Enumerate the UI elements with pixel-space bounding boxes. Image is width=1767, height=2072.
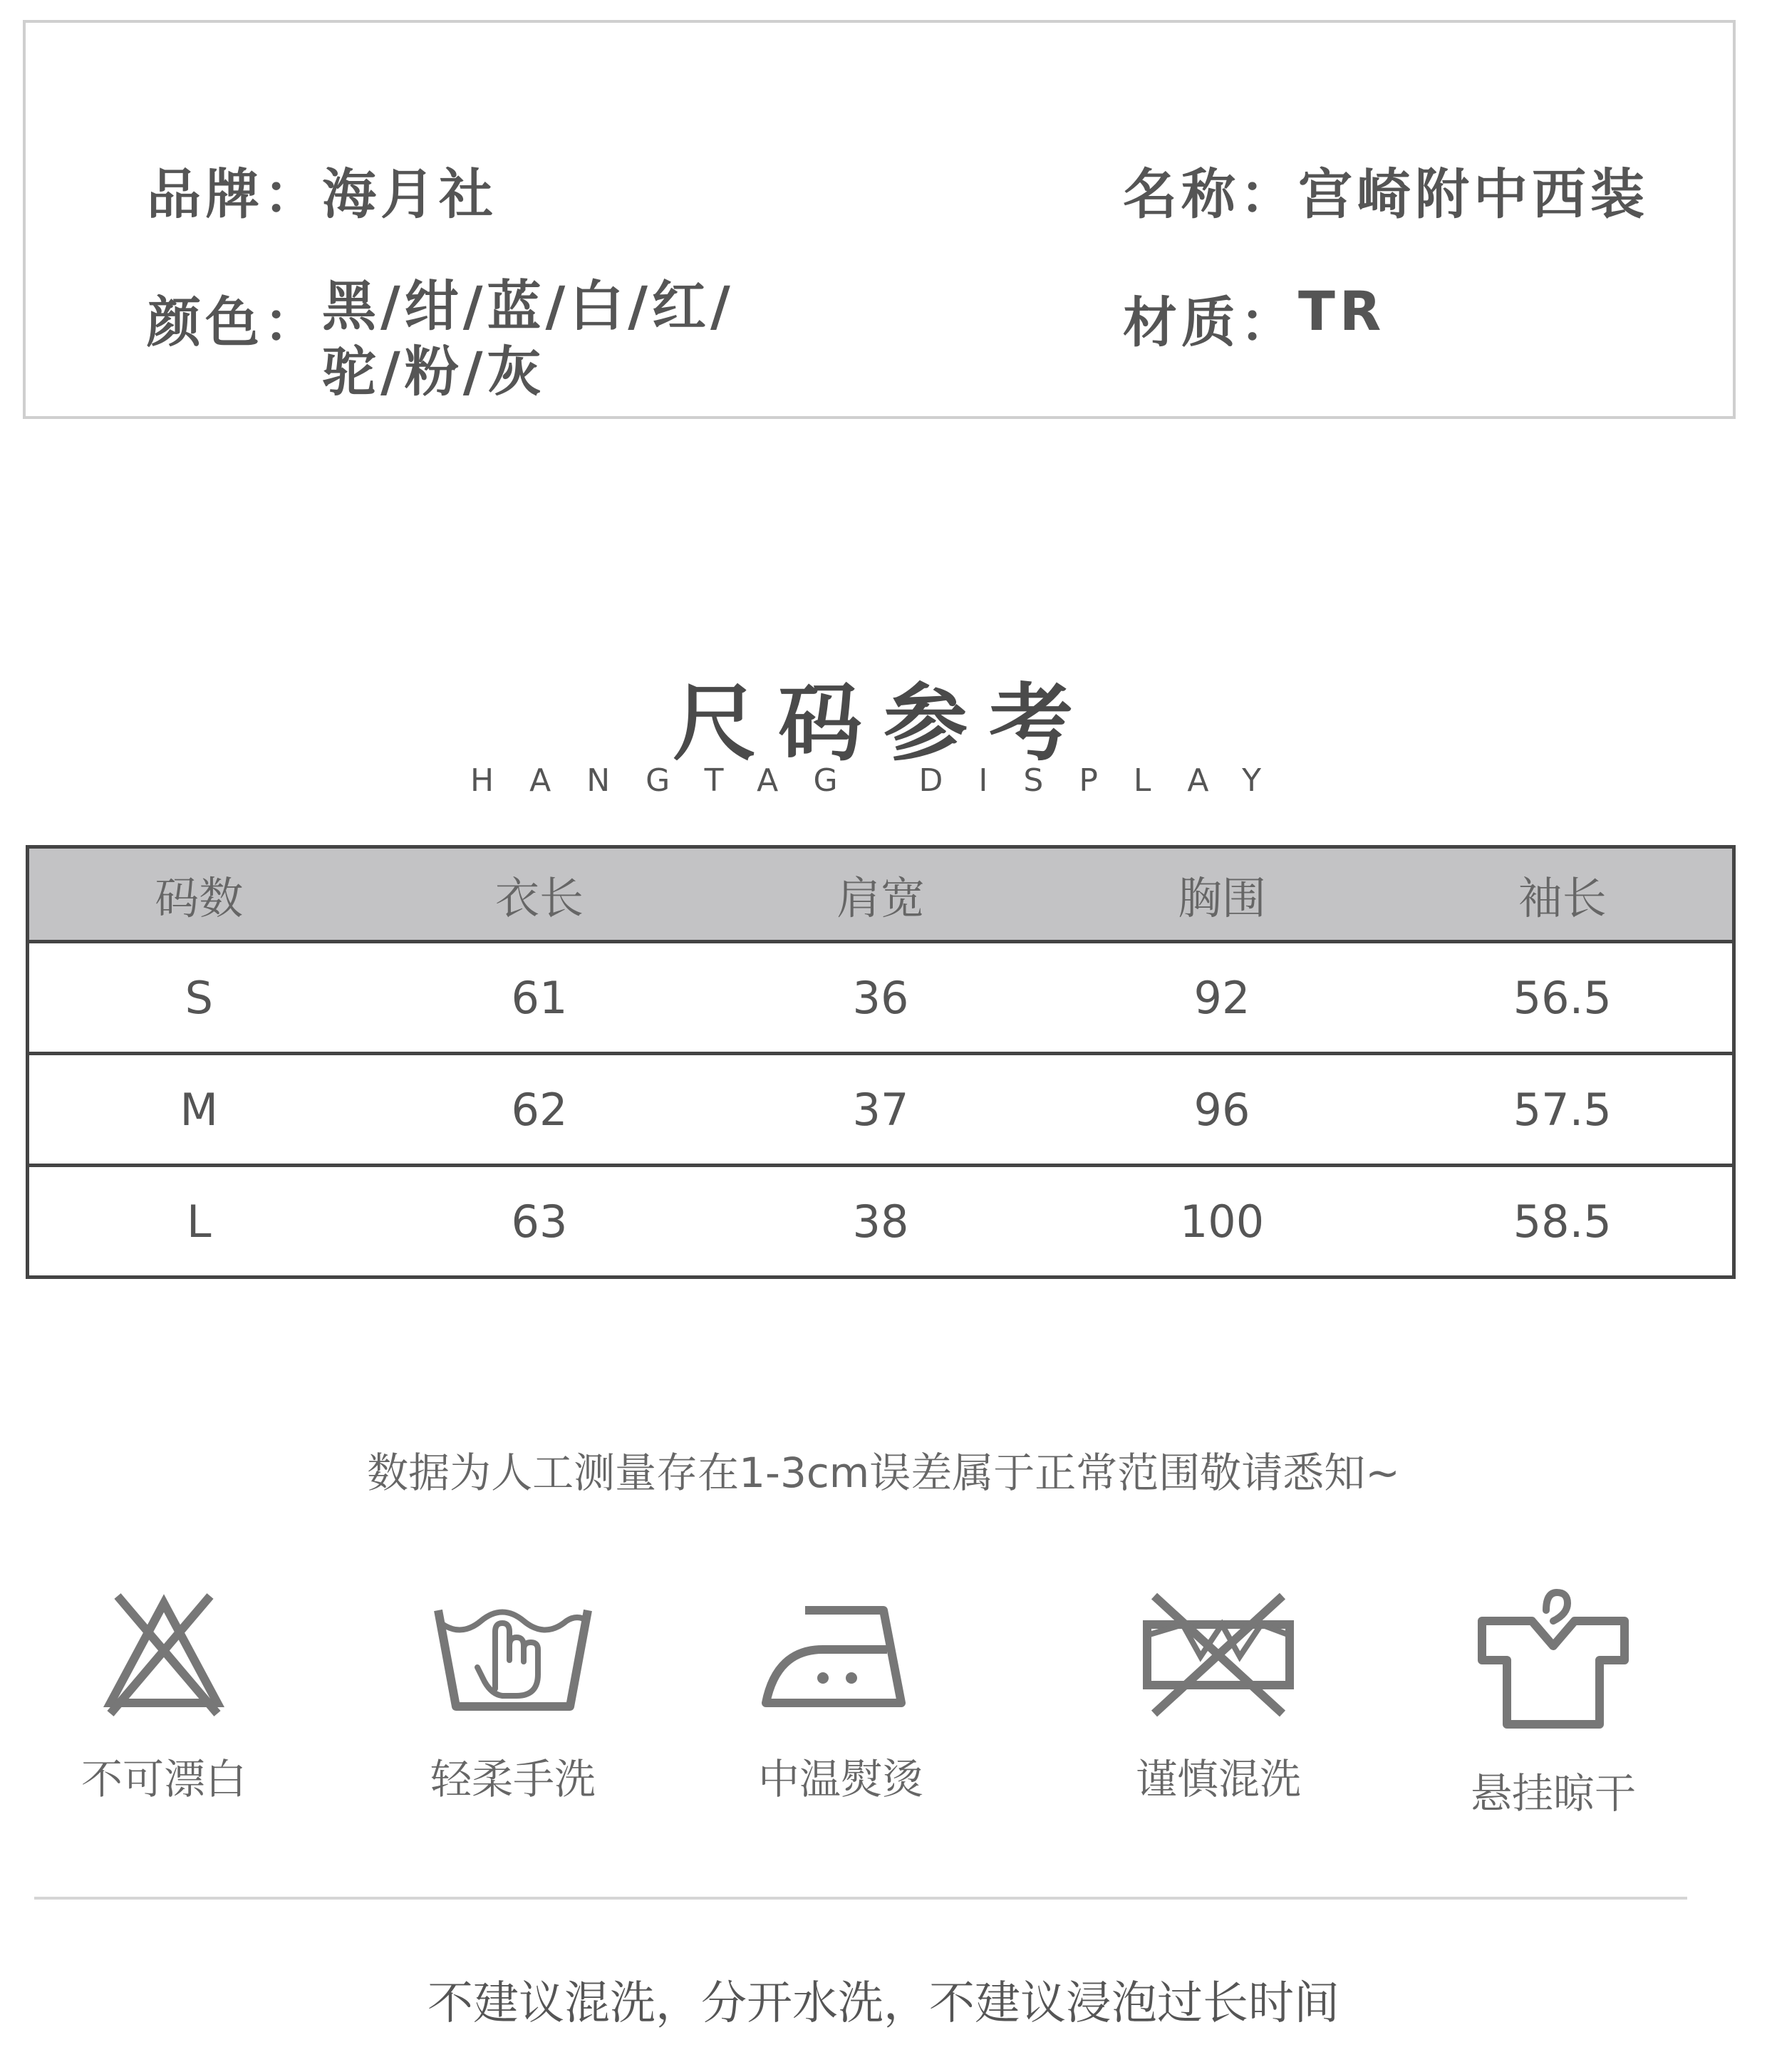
table-cell: 61 [369, 942, 710, 1054]
size-section-title: 尺码参考 [672, 673, 1094, 772]
header-length: 衣长 [369, 847, 710, 942]
table-row [28, 942, 1734, 1054]
measurement-note: 数据为人工测量存在1-3cm误差属于正常范围敬请悉知~ [367, 1449, 1400, 1497]
header-size: 码数 [28, 847, 369, 942]
table-cell: 38 [852, 1195, 909, 1248]
table-cell: 92 [1052, 942, 1393, 1054]
material-value: TR [1298, 279, 1386, 343]
care-label: 不可漂白 [81, 1755, 247, 1803]
table-cell: 96 [1052, 1054, 1393, 1166]
care-label: 谨慎混洗 [1135, 1755, 1301, 1803]
care-item-no-bleach [57, 1582, 271, 1806]
material-field [1123, 279, 1385, 357]
header-chest: 胸围 [1052, 847, 1393, 942]
brand-value: 海月社 [322, 162, 497, 226]
no-bleach-icon [93, 1582, 235, 1724]
care-item-hand-wash [406, 1582, 620, 1806]
color-value-line1: 黑/绀/蓝/白/红/ [322, 274, 735, 338]
header-shoulder: 肩宽 [710, 847, 1052, 942]
color-field [147, 274, 821, 405]
medium-iron-icon [755, 1582, 926, 1724]
table-cell: 36 [710, 942, 1052, 1054]
care-item-medium-iron [734, 1582, 948, 1806]
color-value [322, 274, 821, 405]
care-item-hang-dry [1446, 1582, 1660, 1820]
header-sleeve: 袖长 [1393, 847, 1734, 942]
size-table [26, 845, 1736, 1279]
table-cell: 56.5 [1393, 942, 1734, 1054]
care-label: 中温熨烫 [757, 1755, 923, 1803]
name-field [1123, 151, 1649, 229]
table-row [28, 1054, 1734, 1166]
product-info-box [23, 20, 1736, 419]
table-cell: M [28, 1054, 369, 1166]
table-cell: 58.5 [1513, 1195, 1612, 1248]
table-cell: S [28, 942, 369, 1054]
table-cell: 100 [1179, 1195, 1265, 1248]
care-item-no-mixed-wash [1112, 1582, 1325, 1806]
table-cell: 37 [710, 1054, 1052, 1166]
table-cell: 63 [511, 1195, 568, 1248]
wash-instructions-note: 不建议混洗，分开水洗，不建议浸泡过长时间 [428, 1977, 1340, 2030]
care-label: 悬挂晾干 [1470, 1769, 1636, 1818]
color-label: 颜色： [147, 291, 322, 354]
table-cell: 62 [369, 1054, 710, 1166]
hand-wash-icon [428, 1582, 598, 1724]
brand-field [147, 151, 497, 229]
size-section-subtitle: HANGTAG DISPLAY [470, 762, 1297, 799]
hang-dry-icon [1468, 1582, 1639, 1739]
brand-label: 品牌： [147, 162, 322, 226]
table-row [28, 1166, 1734, 1278]
divider [34, 1897, 1687, 1900]
care-label: 轻柔手洗 [430, 1755, 596, 1803]
table-cell: 57.5 [1393, 1054, 1734, 1166]
material-label: 材质： [1123, 291, 1298, 354]
color-value-line2: 驼/粉/灰 [322, 340, 546, 403]
no-mixed-wash-icon [1133, 1582, 1304, 1724]
name-value: 宫崎附中西装 [1298, 162, 1649, 226]
table-cell: L [186, 1195, 212, 1248]
size-table-header-row [28, 847, 1734, 942]
name-label: 名称： [1123, 162, 1298, 226]
